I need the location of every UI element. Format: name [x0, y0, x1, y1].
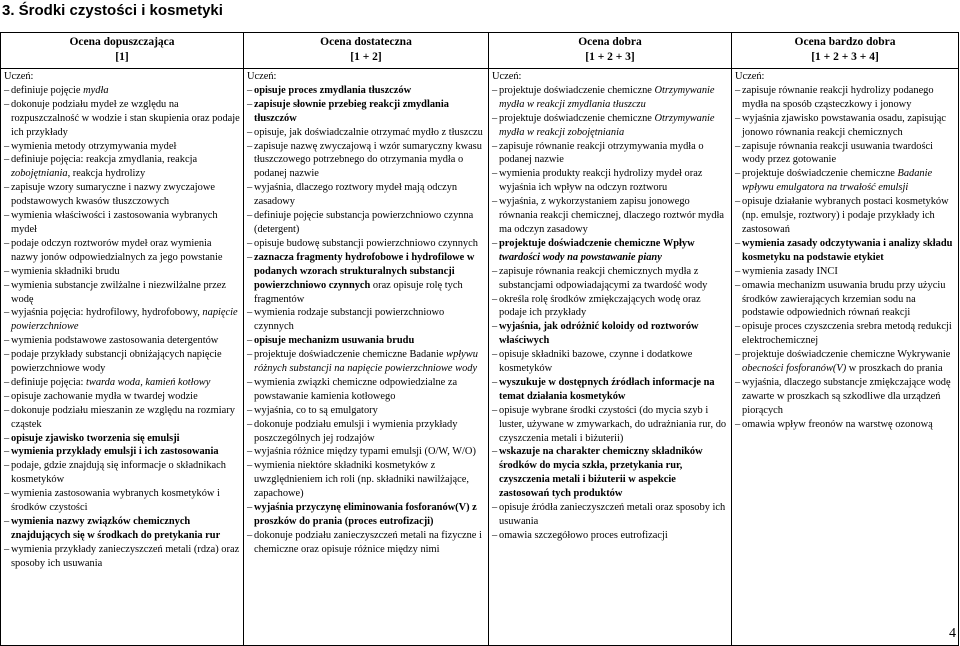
- item-text: zapisuje równanie reakcji hydrolizy podanego mydła na sposób cząsteczkowy i jonowy: [742, 84, 934, 110]
- item-text: opisuje proces zmydlania tłuszczów: [254, 84, 412, 96]
- item-text: określa rolę środków zmiękczających wodę oraz podaje ich przykłady: [499, 293, 701, 319]
- dash-bullet: –: [735, 265, 741, 277]
- requirement-item: [247, 334, 485, 348]
- dash-bullet: –: [492, 404, 498, 416]
- requirement-item: [4, 265, 240, 279]
- requirement-item: [4, 515, 240, 543]
- item-text: zapisuje równania reakcji chemicznych mydła z substancjami odpowiadającymi za twardość wody: [499, 265, 708, 291]
- dash-bullet: –: [247, 182, 253, 194]
- item-text: wpływu różnych substancji na napięcie powierzchniowe wody: [254, 349, 478, 375]
- dash-bullet: –: [492, 140, 498, 152]
- item-text: definiuje pojęcie substancja powierzchniowo czynna (detergent): [254, 210, 474, 235]
- item-text: wyjaśnia przyczynę eliminowania fosforanów(V) z proszków do prania (proces eutrofizacji): [254, 502, 477, 527]
- dash-bullet: –: [247, 502, 253, 514]
- requirement-item: [735, 237, 955, 265]
- item-text: zaznacza fragmenty hydrofobowe i hydrofilowe w podanych wzorach strukturalnych substancji powierzchniowo czynnych: [254, 251, 475, 291]
- requirement-item: [4, 153, 240, 181]
- dash-bullet: –: [492, 293, 498, 305]
- dash-bullet: –: [247, 210, 253, 222]
- requirements-table: [0, 32, 959, 646]
- item-text: projektuje doświadczenie chemiczne: [499, 84, 655, 96]
- item-text: opisuje wybrane środki czystości (do mycia szyb i luster, używane w zmywarkach, do udrażniania rur, do czyszczenia metali i biżuterii): [499, 404, 727, 444]
- requirement-item: [735, 195, 955, 237]
- requirement-item: [247, 209, 485, 237]
- dash-bullet: –: [492, 529, 498, 541]
- item-text: wymienia przykłady emulsji i ich zastosowania: [11, 446, 219, 458]
- item-text: dokonuje podziału mydeł ze względu na rozpuszczalność w wodzie i stan skupienia oraz podaje ich przykłady: [11, 98, 240, 138]
- requirement-item: [4, 376, 240, 390]
- requirement-item: [247, 404, 485, 418]
- dash-bullet: –: [247, 126, 253, 138]
- dash-bullet: –: [735, 418, 741, 430]
- dash-bullet: –: [492, 196, 498, 208]
- requirement-item: [4, 543, 240, 571]
- dash-bullet: –: [247, 84, 253, 96]
- requirement-item: [492, 84, 728, 112]
- cell-lead: Uczeń:: [735, 71, 765, 82]
- dash-bullet: –: [247, 349, 253, 361]
- requirement-item: [4, 445, 240, 459]
- requirement-item: [247, 376, 485, 404]
- requirement-item: [4, 98, 240, 140]
- dash-bullet: –: [247, 140, 253, 152]
- item-text: dokonuje podziału emulsji i wymienia przykłady poszczególnych jej rodzajów: [254, 418, 458, 444]
- requirement-item: [4, 209, 240, 237]
- item-text: podaje, gdzie znajdują się informacje o składnikach kosmetyków: [11, 460, 226, 486]
- item-text: zapisuje wzory sumaryczne i nazwy zwyczajowe podstawowych kwasów tłuszczowych: [11, 182, 215, 208]
- dash-bullet: –: [4, 84, 10, 96]
- requirement-item: [247, 418, 485, 446]
- section-title: 3. Środki czystości i kosmetyki: [2, 2, 223, 19]
- dash-bullet: –: [4, 210, 10, 222]
- requirement-item: [4, 404, 240, 432]
- requirement-item: [4, 237, 240, 265]
- requirement-item: [4, 181, 240, 209]
- requirement-item: [247, 306, 485, 334]
- item-text: wymienia substancje zwilżalne i niezwilżalne przez wodę: [11, 279, 226, 305]
- requirement-item: [247, 445, 485, 459]
- dash-bullet: –: [4, 460, 10, 472]
- dash-bullet: –: [4, 154, 10, 166]
- header-sub: [1 + 2]: [350, 51, 382, 63]
- item-text: Otrzymywanie mydła w reakcji zmydlania tłuszczu: [499, 84, 715, 110]
- dash-bullet: –: [492, 84, 498, 96]
- requirement-item: [247, 126, 485, 140]
- dash-bullet: –: [247, 251, 253, 263]
- item-text: mydła: [83, 84, 109, 96]
- dash-bullet: –: [247, 404, 253, 416]
- item-text: projektuje doświadczenie chemiczne: [742, 168, 898, 180]
- dash-bullet: –: [4, 307, 10, 319]
- requirement-item: [247, 98, 485, 126]
- item-text: zapisuje słownie przebieg reakcji zmydlania tłuszczów: [254, 98, 449, 124]
- item-text: opisuje zachowanie mydła w twardej wodzie: [11, 390, 198, 402]
- requirement-item: [247, 529, 485, 557]
- requirement-item: [492, 293, 728, 321]
- dash-bullet: –: [4, 390, 10, 402]
- requirement-item: [492, 529, 728, 543]
- item-text: wymienia rodzaje substancji powierzchniowo czynnych: [254, 307, 445, 333]
- dash-bullet: –: [4, 279, 10, 291]
- dash-bullet: –: [492, 168, 498, 180]
- item-text: wymienia niektóre składniki kosmetyków z uwzględnieniem ich roli (np. składniki nawilżające, zapachowe): [254, 460, 469, 500]
- header-row: [1, 33, 959, 69]
- column-grade-2: [244, 69, 489, 646]
- content-row: [1, 69, 959, 646]
- dash-bullet: –: [735, 321, 741, 333]
- dash-bullet: –: [735, 112, 741, 124]
- requirement-item: [247, 140, 485, 182]
- requirement-item: [492, 445, 728, 501]
- dash-bullet: –: [735, 196, 741, 208]
- item-text: zobojętniania: [11, 168, 68, 180]
- header-grade-2: [244, 33, 489, 69]
- item-text: Otrzymywanie mydła w reakcji zobojętniania: [499, 112, 715, 138]
- item-text: opisuje budowę substancji powierzchniowo czynnych: [254, 237, 478, 249]
- item-text: wyszukuje w dostępnych źródłach informacje na temat działania kosmetyków: [499, 376, 715, 402]
- requirement-item: [735, 84, 955, 112]
- dash-bullet: –: [4, 349, 10, 361]
- dash-bullet: –: [492, 349, 498, 361]
- item-text: wyjaśnia różnice między typami emulsji (O/W, W/O): [254, 446, 476, 458]
- requirement-item: [735, 112, 955, 140]
- item-text: wyjaśnia, dlaczego substancje zmiękczające wodę zawarte w proszkach są szkodliwe dla urządzeń piorących: [742, 376, 951, 416]
- requirement-item: [492, 320, 728, 348]
- item-text: wskazuje na charakter chemiczny składników środków do mycia szkła, przetykania rur, czyszczenia metali i biżuterii w aspekcie zastosowań tych produktów: [499, 446, 703, 500]
- item-text: wymienia właściwości i zastosowania wybranych mydeł: [11, 210, 218, 235]
- dash-bullet: –: [247, 335, 253, 347]
- requirement-item: [492, 237, 728, 265]
- item-text: definiuje pojęcia: reakcja zmydlania, reakcja: [11, 154, 198, 166]
- item-text: omawia szczegółowo proces eutrofizacji: [499, 529, 668, 541]
- requirement-item: [247, 459, 485, 501]
- item-text: wymienia związki chemiczne odpowiedzialne za powstawanie kamienia kotłowego: [254, 376, 458, 402]
- dash-bullet: –: [492, 237, 498, 249]
- dash-bullet: –: [735, 140, 741, 152]
- item-text: definiuje pojęcia:: [11, 376, 87, 388]
- dash-bullet: –: [4, 376, 10, 388]
- item-text: opisuje zjawisko tworzenia się emulsji: [11, 432, 180, 444]
- requirement-item: [4, 306, 240, 334]
- item-text: zapisuje równania reakcji usuwania twardości wody przez gotowanie: [742, 140, 933, 166]
- dash-bullet: –: [4, 446, 10, 458]
- item-text: wymienia składniki brudu: [11, 265, 120, 277]
- dash-bullet: –: [492, 376, 498, 388]
- item-text: dokonuje podziału mieszanin ze względu na rozmiary cząstek: [11, 404, 235, 430]
- requirement-item: [247, 501, 485, 529]
- requirement-item: [4, 348, 240, 376]
- item-text: projektuje doświadczenie chemiczne Wpływ: [499, 237, 695, 249]
- item-text: dokonuje podziału zanieczyszczeń metali na fizyczne i chemiczne oraz opisuje różnice między nimi: [254, 529, 482, 555]
- dash-bullet: –: [4, 432, 10, 444]
- requirement-item: [4, 487, 240, 515]
- item-text: opisuje, jak doświadczalnie otrzymać mydło z tłuszczu: [254, 126, 483, 138]
- item-text: wymienia metody otrzymywania mydeł: [11, 140, 177, 152]
- requirement-item: [247, 348, 485, 376]
- requirement-item: [492, 404, 728, 446]
- dash-bullet: –: [4, 488, 10, 500]
- dash-bullet: –: [4, 98, 10, 110]
- item-text: omawia mechanizm usuwania brudu przy użyciu środków zawierających krzemian sodu na podstawie odpowiednich równań reakcji: [742, 279, 946, 319]
- dash-bullet: –: [492, 502, 498, 514]
- requirement-item: [4, 334, 240, 348]
- dash-bullet: –: [492, 265, 498, 277]
- dash-bullet: –: [492, 446, 498, 458]
- requirement-item: [735, 140, 955, 168]
- item-text: wyjaśnia, z wykorzystaniem zapisu jonowego równania reakcji chemicznej, dlaczego roztwór mydła ma odczyn zasadowy: [499, 196, 725, 235]
- dash-bullet: –: [4, 404, 10, 416]
- item-text: oraz opisuje rolę tych fragmentów: [254, 279, 463, 305]
- item-text: wymienia zastosowania wybranych kosmetyków i środków czystości: [11, 488, 220, 514]
- page-number: 4: [949, 626, 956, 641]
- header-grade-4: [732, 33, 959, 69]
- requirement-item: [735, 167, 955, 195]
- dash-bullet: –: [4, 335, 10, 347]
- dash-bullet: –: [247, 237, 253, 249]
- item-text: podaje przykłady substancji obniżających napięcie powierzchniowe wody: [11, 349, 222, 375]
- dash-bullet: –: [735, 376, 741, 388]
- item-text: wyjaśnia, co to są emulgatory: [254, 404, 378, 416]
- column-grade-3: [489, 69, 732, 646]
- requirement-item: [492, 501, 728, 529]
- column-grade-4: [732, 69, 959, 646]
- requirement-item: [492, 195, 728, 237]
- dash-bullet: –: [247, 307, 253, 319]
- item-text: wymienia zasady odczytywania i analizy składu kosmetyku na podstawie etykiet: [742, 237, 953, 263]
- requirement-item: [492, 376, 728, 404]
- item-text: projektuje doświadczenie chemiczne Badanie: [254, 349, 447, 361]
- item-text: wymienia podstawowe zastosowania detergentów: [11, 335, 219, 347]
- item-text: twardości wody na powstawanie piany: [499, 251, 662, 263]
- item-text: opisuje proces czyszczenia srebra metodą redukcji elektrochemicznej: [742, 321, 952, 347]
- item-text: podaje odczyn roztworów mydeł oraz wymienia nazwy jonów odpowiedzialnych za jego powstanie: [11, 237, 223, 263]
- cell-lead: Uczeń:: [492, 71, 522, 82]
- item-text: opisuje mechanizm usuwania brudu: [254, 335, 415, 347]
- requirement-item: [735, 265, 955, 279]
- requirement-item: [4, 432, 240, 446]
- header-label: Ocena dobra: [578, 36, 642, 48]
- item-text: opisuje działanie wybranych postaci kosmetyków (np. emulsje, roztwory) i podaje przykłady ich zastosowań: [742, 196, 949, 235]
- item-text: projektuje doświadczenie chemiczne Wykrywanie: [742, 349, 951, 361]
- dash-bullet: –: [4, 182, 10, 194]
- header-sub: [1]: [115, 51, 129, 63]
- requirement-item: [247, 84, 485, 98]
- item-text: wymienia nazwy związków chemicznych znajdujących się w środkach do pretykania rur: [11, 516, 221, 541]
- item-text: projektuje doświadczenie chemiczne: [499, 112, 655, 124]
- dash-bullet: –: [4, 516, 10, 527]
- item-text: wyjaśnia, dlaczego roztwory mydeł mają odczyn zasadowy: [254, 182, 458, 208]
- requirement-item: [492, 167, 728, 195]
- dash-bullet: –: [4, 265, 10, 277]
- requirement-item: [492, 112, 728, 140]
- item-text: w proszkach do prania: [846, 363, 943, 375]
- item-text: wyjaśnia, jak odróżnić koloidy od roztworów właściwych: [499, 321, 699, 347]
- item-text: zapisuje równanie reakcji otrzymywania mydła o podanej nazwie: [499, 140, 704, 166]
- item-text: definiuje pojęcie: [11, 84, 84, 96]
- dash-bullet: –: [247, 460, 253, 472]
- dash-bullet: –: [247, 98, 253, 110]
- header-label: Ocena dostateczna: [320, 36, 412, 48]
- header-sub: [1 + 2 + 3]: [585, 51, 635, 63]
- item-text: twarda woda, kamień kotłowy: [86, 376, 211, 388]
- dash-bullet: –: [735, 84, 741, 96]
- item-text: zapisuje nazwę zwyczajową i wzór sumaryczny kwasu tłuszczowego potrzebnego do otrzymania mydła o podanej nazwie: [254, 140, 482, 180]
- dash-bullet: –: [247, 446, 253, 458]
- header-sub: [1 + 2 + 3 + 4]: [811, 51, 879, 63]
- requirement-item: [735, 348, 955, 376]
- item-text: , reakcja hydrolizy: [67, 168, 146, 180]
- item-text: wyjaśnia zjawisko powstawania osadu, zapisując jonowo równania reakcji chemicznych: [742, 112, 947, 138]
- item-text: wyjaśnia pojęcia: hydrofilowy, hydrofobowy,: [11, 307, 203, 319]
- dash-bullet: –: [247, 376, 253, 388]
- dash-bullet: –: [735, 168, 741, 180]
- dash-bullet: –: [735, 237, 741, 249]
- header-grade-3: [489, 33, 732, 69]
- dash-bullet: –: [4, 140, 10, 152]
- requirement-item: [4, 279, 240, 307]
- dash-bullet: –: [492, 112, 498, 124]
- dash-bullet: –: [492, 321, 498, 333]
- requirement-item: [735, 418, 955, 432]
- dash-bullet: –: [4, 237, 10, 249]
- item-text: wymienia produkty reakcji hydrolizy mydeł oraz wyjaśnia ich wpływ na odczyn roztworu: [499, 168, 703, 194]
- item-text: napięcie powierzchniowe: [11, 307, 238, 333]
- dash-bullet: –: [735, 279, 741, 291]
- requirement-item: [735, 320, 955, 348]
- requirement-item: [4, 84, 240, 98]
- dash-bullet: –: [735, 349, 741, 361]
- item-text: opisuje źródła zanieczyszczeń metali oraz sposoby ich usuwania: [499, 502, 726, 527]
- item-text: Badanie wpływu emulgatora na trwałość emulsji: [742, 168, 933, 194]
- requirement-item: [4, 140, 240, 154]
- requirement-item: [247, 237, 485, 251]
- requirement-item: [735, 279, 955, 321]
- requirement-item: [247, 251, 485, 307]
- column-grade-1: [1, 69, 244, 646]
- requirement-item: [492, 265, 728, 293]
- item-text: wymienia przykłady zanieczyszczeń metali (rdza) oraz sposoby ich usuwania: [11, 543, 240, 569]
- requirement-item: [492, 348, 728, 376]
- item-text: obecności fosforanów(V): [742, 363, 847, 375]
- item-text: wymienia zasady INCI: [742, 265, 838, 277]
- requirement-item: [735, 376, 955, 418]
- cell-lead: Uczeń:: [4, 71, 34, 82]
- header-label: Ocena dopuszczająca: [69, 36, 175, 48]
- requirement-item: [4, 459, 240, 487]
- cell-lead: Uczeń:: [247, 71, 277, 82]
- dash-bullet: –: [247, 418, 253, 430]
- item-text: omawia wpływ freonów na warstwę ozonową: [742, 418, 933, 430]
- requirement-item: [4, 390, 240, 404]
- requirement-item: [492, 140, 728, 168]
- item-text: opisuje składniki bazowe, czynne i dodatkowe kosmetyków: [499, 349, 693, 375]
- header-label: Ocena bardzo dobra: [794, 36, 896, 48]
- dash-bullet: –: [247, 529, 253, 541]
- header-grade-1: [1, 33, 244, 69]
- requirement-item: [247, 181, 485, 209]
- dash-bullet: –: [4, 543, 10, 555]
